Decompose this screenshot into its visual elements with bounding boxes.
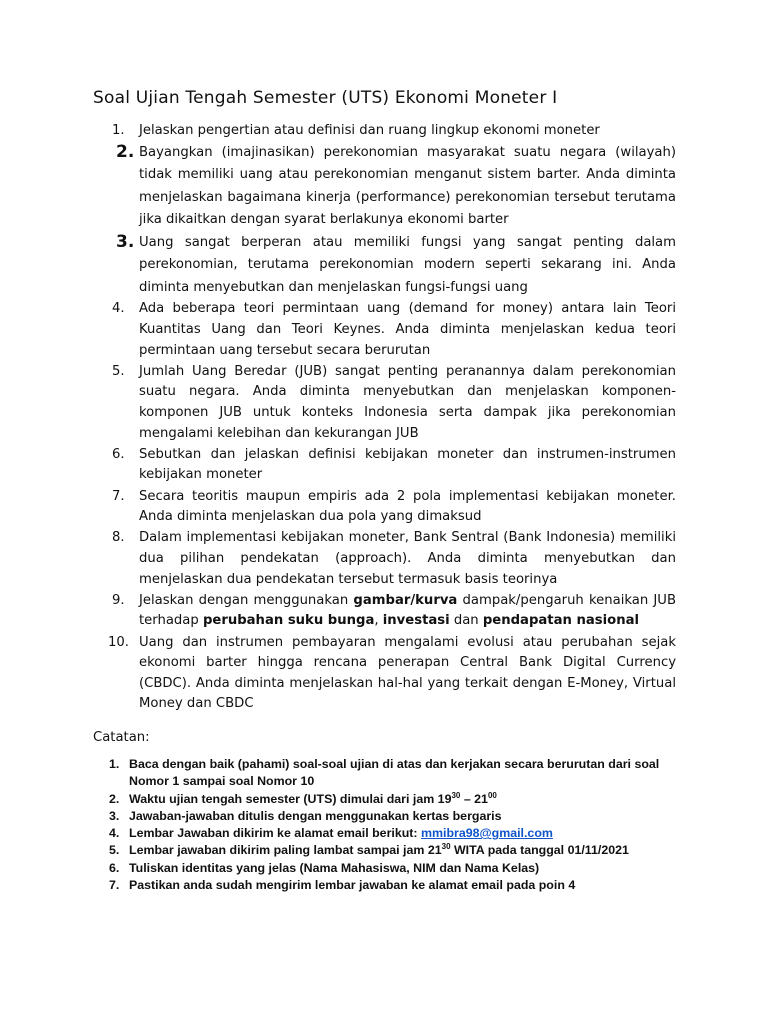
question-text: Bayangkan (imajinasikan) perekonomian masyarakat suatu negara (wilayah) tidak memiliki uang atau perekonomian menganut sistem barter. Anda diminta menjelaskan bagaimana kinerja (performance) perekonomian tersebut terutama jika dikaitkan dengan syarat berlakunya ekonomi barter <box>139 145 676 228</box>
question-number: 7. <box>112 488 125 504</box>
note-number: 3. <box>109 808 120 823</box>
question-text: Jelaskan pengertian atau definisi dan ruang lingkup ekonomi moneter <box>139 123 600 138</box>
question-item <box>108 591 676 632</box>
document-title: Soal Ujian Tengah Semester (UTS) Ekonomi Moneter I <box>93 88 558 108</box>
question-text: Dalam implementasi kebijakan moneter, Bank Sentral (Bank Indonesia) memiliki dua pilihan pendekatan (approach). Anda diminta menyebutkan dan menjelaskan dua pendekatan tersebut termasuk basis teorinya <box>139 530 676 587</box>
emphasis-text: perubahan suku bunga <box>202 613 375 629</box>
note-text: Pastikan anda sudah mengirim lembar jawaban ke alamat email pada poin 4 <box>129 878 576 893</box>
note-text: Lembar jawaban dikirim paling lambat sampai jam 21 <box>129 843 442 858</box>
question-number: 1. <box>112 123 125 138</box>
note-text: Tuliskan identitas yang jelas (Nama Mahasiswa, NIM dan Nama Kelas) <box>129 860 540 875</box>
question-text: Uang sangat berperan atau memiliki fungsi yang sangat penting dalam perekonomian, terutama perekonomian modern seperti sekarang ini. Anda diminta menyebutkan dan menjelaskan fungsi-fungsi uang <box>139 234 676 295</box>
question-item <box>108 445 676 486</box>
note-text: Lembar Jawaban dikirim ke alamat email berikut: <box>129 826 421 841</box>
question-item <box>108 142 676 231</box>
note-number: 5. <box>109 843 120 858</box>
note-text: Baca dengan baik (pahami) soal-soal ujian di atas dan kerjakan secara berurutan dari soal Nomor 1 sampai soal Nomor 10 <box>129 757 660 789</box>
time-minutes: 30 <box>451 790 461 800</box>
question-number: 3. <box>116 231 135 252</box>
note-text: – 21 <box>460 791 488 806</box>
notes-heading: Catatan: <box>93 730 150 745</box>
note-text: Jawaban-jawaban ditulis dengan menggunakan kertas bergaris <box>129 808 502 823</box>
email-link[interactable]: mmibra98@gmail.com <box>421 826 553 841</box>
note-text: Waktu ujian tengah semester (UTS) dimulai dari jam 19 <box>129 791 452 806</box>
note-item <box>108 877 668 894</box>
question-list <box>108 121 676 715</box>
question-item <box>108 121 676 142</box>
question-text: Uang dan instrumen pembayaran mengalami evolusi atau perubahan sejak ekonomi barter hingga rencana penerapan Central Bank Digital Currency (CBDC). Anda diminta menjelaskan hal-hal yang terkait dengan E-Money, Virtual Money dan CBDC <box>139 634 676 712</box>
time-minutes: 30 <box>441 842 451 852</box>
time-minutes: 00 <box>487 790 497 800</box>
note-item <box>108 825 668 842</box>
question-number: 4. <box>112 301 125 317</box>
note-item <box>108 756 668 791</box>
question-text-part: , <box>374 613 383 629</box>
note-item <box>108 860 668 877</box>
question-number: 10. <box>108 634 129 650</box>
question-item <box>108 299 676 361</box>
note-text: WITA pada tanggal 01/11/2021 <box>450 843 629 858</box>
question-text: Secara teoritis maupun empiris ada 2 pola implementasi kebijakan moneter. Anda diminta menjelaskan dua pola yang dimaksud <box>139 488 676 525</box>
note-number: 7. <box>109 878 120 893</box>
question-item <box>108 487 676 528</box>
note-number: 2. <box>109 791 120 806</box>
question-text-part: dan <box>449 613 483 629</box>
emphasis-text: pendapatan nasional <box>482 613 640 629</box>
question-number: 9. <box>112 592 125 608</box>
question-item <box>108 633 676 715</box>
note-item <box>108 842 668 859</box>
question-text: Sebutkan dan jelaskan definisi kebijakan moneter dan instrumen-instrumen kebijakan moneter <box>139 446 676 483</box>
note-item <box>108 808 668 825</box>
question-text-part: Jelaskan dengan menggunakan <box>139 592 354 608</box>
emphasis-text: gambar/kurva <box>353 592 458 608</box>
notes-list <box>108 756 668 894</box>
note-item <box>108 791 668 808</box>
question-number: 6. <box>112 446 125 462</box>
question-number: 8. <box>112 530 125 546</box>
question-text: Jumlah Uang Beredar (JUB) sangat penting peranannya dalam perekonomian suatu negara. Anda diminta menyebutkan dan menjelaskan komponen-komponen JUB untuk konteks Indonesia serta dampak jika perekonomian mengalami kelebihan dan kekurangan JUB <box>139 363 676 441</box>
question-item <box>108 232 676 299</box>
question-number: 2. <box>116 142 135 163</box>
question-item <box>108 362 676 444</box>
note-number: 6. <box>109 860 120 875</box>
question-text: Ada beberapa teori permintaan uang (demand for money) antara lain Teori Kuantitas Uang dan Teori Keynes. Anda diminta menjelaskan kedua teori permintaan uang tersebut secara berurutan <box>139 301 676 358</box>
note-number: 4. <box>109 826 120 841</box>
question-item <box>108 528 676 590</box>
emphasis-text: investasi <box>382 613 450 629</box>
note-number: 1. <box>109 757 120 771</box>
question-number: 5. <box>112 363 125 379</box>
question-text-part: dampak/pengaruh kenaikan JUB terhadap <box>139 592 676 629</box>
